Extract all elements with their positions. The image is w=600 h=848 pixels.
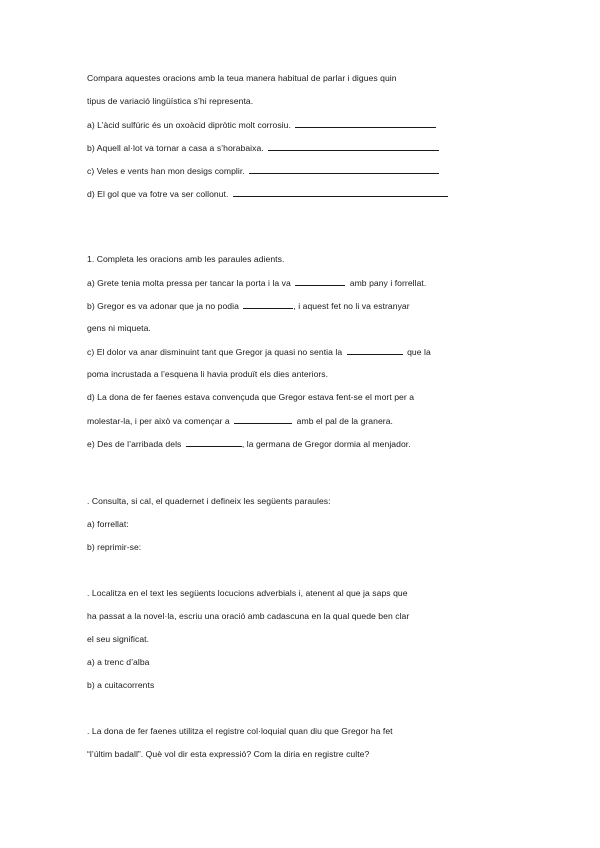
fill-blank-c[interactable]: [347, 346, 403, 355]
item-e-after: , la germana de Gregor dormia al menjador.: [241, 439, 411, 449]
answer-blank-d[interactable]: [233, 188, 448, 197]
exercise1-item-c: [87, 346, 431, 358]
item-a-after: amb pany i forrellat.: [349, 278, 427, 288]
exercise1-item-c-cont: poma incrustada a l’esquena li havia produït els dies anteriors.: [87, 369, 329, 379]
exercise2-item-b: b) reprimir-se:: [87, 542, 142, 552]
sentence-b-text: b) Aquell al·lot va tornar a casa a s’horabaixa.: [87, 143, 264, 153]
exercise4-line-1: . La dona de fer faenes utilitza el registre col·loquial quan diu que Gregor ha fet: [87, 726, 393, 736]
exercise4-line-2: “l’últim badall”. Què vol dir esta expressió? Com la diria en registre culte?: [87, 749, 370, 759]
exercise1-item-d-cont: [87, 415, 393, 427]
sentence-d-text: d) El gol que va fotre va ser collonut.: [87, 189, 229, 199]
exercise3-line-3: el seu significat.: [87, 634, 150, 644]
sentence-a-text: a) L’àcid sulfúric és un oxoàcid dipròtic molt corrosiu.: [87, 120, 291, 130]
exercise1-title: 1. Completa les oracions amb les paraules adients.: [87, 254, 285, 264]
item-e-before: e) Des de l’arribada dels: [87, 439, 182, 449]
item-c-before: c) El dolor va anar disminuint tant que Gregor ja quasi no sentia la: [87, 347, 343, 357]
item-d-before: molestar-la, i per això va començar a: [87, 416, 230, 426]
answer-blank-a[interactable]: [295, 119, 436, 128]
answer-blank-b[interactable]: [268, 142, 439, 151]
item-b-after: , i aquest fet no li va estranyar: [293, 301, 410, 311]
exercise3-item-a: a) a trenc d’alba: [87, 657, 150, 667]
intro-line-2: tipus de variació lingüística s’hi representa.: [87, 96, 254, 106]
fill-blank-e[interactable]: [186, 438, 242, 447]
exercise2-item-a: a) forrellat:: [87, 519, 129, 529]
sentence-b: [87, 142, 441, 154]
item-b-before: b) Gregor es va adonar que ja no podia: [87, 301, 239, 311]
exercise3-line-1: . Localitza en el text les següents locucions adverbials i, atenent al que ja saps que: [87, 588, 408, 598]
sentence-a: [87, 119, 438, 131]
sentence-c: [87, 165, 441, 177]
exercise2-title: . Consulta, si cal, el quadernet i defineix les següents paraules:: [87, 496, 331, 506]
exercise1-item-e: [87, 438, 411, 450]
sentence-c-text: c) Veles e vents han mon desigs complir.: [87, 166, 245, 176]
fill-blank-a[interactable]: [295, 277, 345, 286]
item-c-after: que la: [407, 347, 431, 357]
exercise1-item-b: [87, 300, 410, 312]
item-a-before: a) Grete tenia molta pressa per tancar la porta i la va: [87, 278, 291, 288]
item-d-after: amb el pal de la granera.: [296, 416, 393, 426]
exercise3-item-b: b) a cuitacorrents: [87, 680, 155, 690]
sentence-d: [87, 188, 450, 200]
exercise1-item-d: d) La dona de fer faenes estava convençuda que Gregor estava fent-se el mort per a: [87, 392, 415, 402]
exercise1-item-a: [87, 277, 426, 289]
fill-blank-d[interactable]: [234, 415, 292, 424]
answer-blank-c[interactable]: [249, 165, 439, 174]
intro-line-1: Compara aquestes oracions amb la teua manera habitual de parlar i digues quin: [87, 73, 397, 83]
exercise1-item-b-cont: gens ni miqueta.: [87, 323, 151, 333]
exercise3-line-2: ha passat a la novel·la, escriu una oració amb cadascuna en la qual quede ben clar: [87, 611, 410, 621]
fill-blank-b[interactable]: [243, 300, 293, 309]
